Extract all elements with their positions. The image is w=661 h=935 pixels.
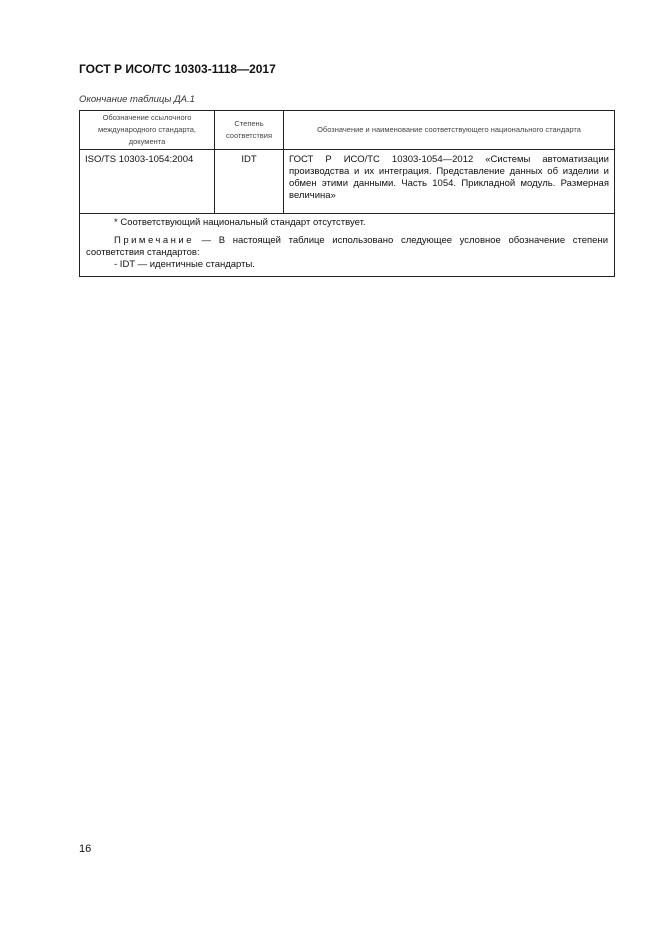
note-item: - IDT — идентичные стандарты. [114,259,255,270]
footnote: * Соответствующий национальный стандарт отсутствует. [114,217,366,228]
table-row [80,150,615,214]
table-cell: ISO/TS 10303-1054:2004 [80,150,215,214]
table-caption: Окончание таблицы ДА.1 [79,94,195,105]
table-cell: ГОСТ Р ИСО/ТС 10303-1054—2012 «Системы автоматизации производства и их интеграция. Представление данных об изделии и обмен этими данными. Часть 1054. Прикладной модуль. Размерная величина» [284,150,615,214]
table-footer-row [80,214,615,277]
page-number: 16 [79,843,92,855]
note-text: — В настоящей таблице использовано следующее условное обозначение степени соответствия стандартов: [86,235,608,258]
note-label: Примечание [114,235,194,246]
note [86,235,608,259]
header-cell: Обозначение ссылочного международного стандарта, документа [80,111,215,150]
table-header-row [80,111,615,150]
correspondence-table [79,110,615,277]
header-cell: Обозначение и наименование соответствующего национального стандарта [284,111,615,150]
table-footer [80,214,615,277]
header-cell: Степень соответствия [215,111,284,150]
table-cell: IDT [215,150,284,214]
document-title: ГОСТ Р ИСО/ТС 10303-1118—2017 [79,62,276,76]
